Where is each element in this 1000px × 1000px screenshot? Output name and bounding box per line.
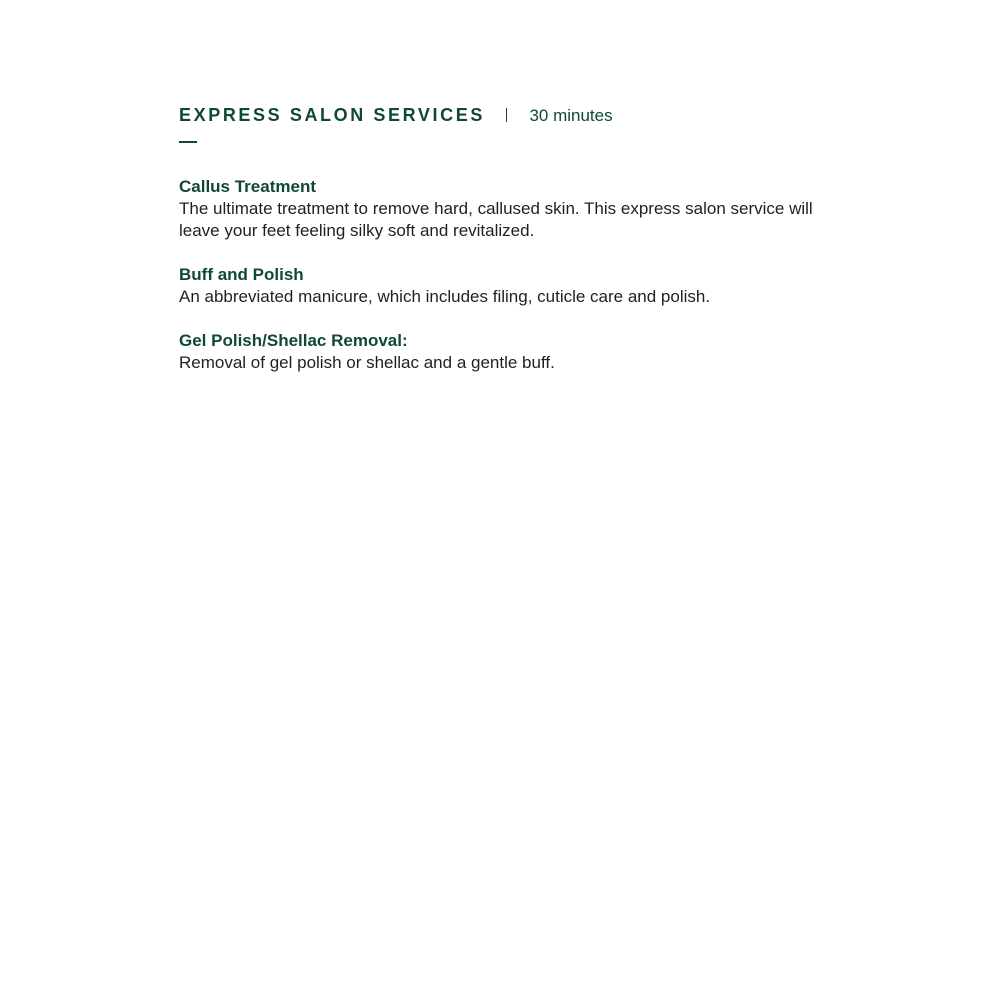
accent-dash xyxy=(179,141,197,143)
service-name: Gel Polish/Shellac Removal: xyxy=(179,331,408,350)
service-description: The ultimate treatment to remove hard, callused skin. This express salon service will leave your feet feeling silky soft and revitalized. xyxy=(179,199,813,240)
section-title: EXPRESS SALON SERVICES xyxy=(179,105,485,125)
service-item xyxy=(179,176,839,242)
service-item xyxy=(179,330,839,374)
service-name: Buff and Polish xyxy=(179,265,304,284)
header-divider xyxy=(506,108,508,122)
menu-section xyxy=(179,105,839,374)
section-duration: 30 minutes xyxy=(529,106,613,125)
service-item xyxy=(179,264,839,308)
section-header xyxy=(179,105,839,133)
service-description: Removal of gel polish or shellac and a gentle buff. xyxy=(179,353,555,372)
service-name: Callus Treatment xyxy=(179,177,316,196)
service-description: An abbreviated manicure, which includes filing, cuticle care and polish. xyxy=(179,287,711,306)
service-list xyxy=(179,176,839,374)
